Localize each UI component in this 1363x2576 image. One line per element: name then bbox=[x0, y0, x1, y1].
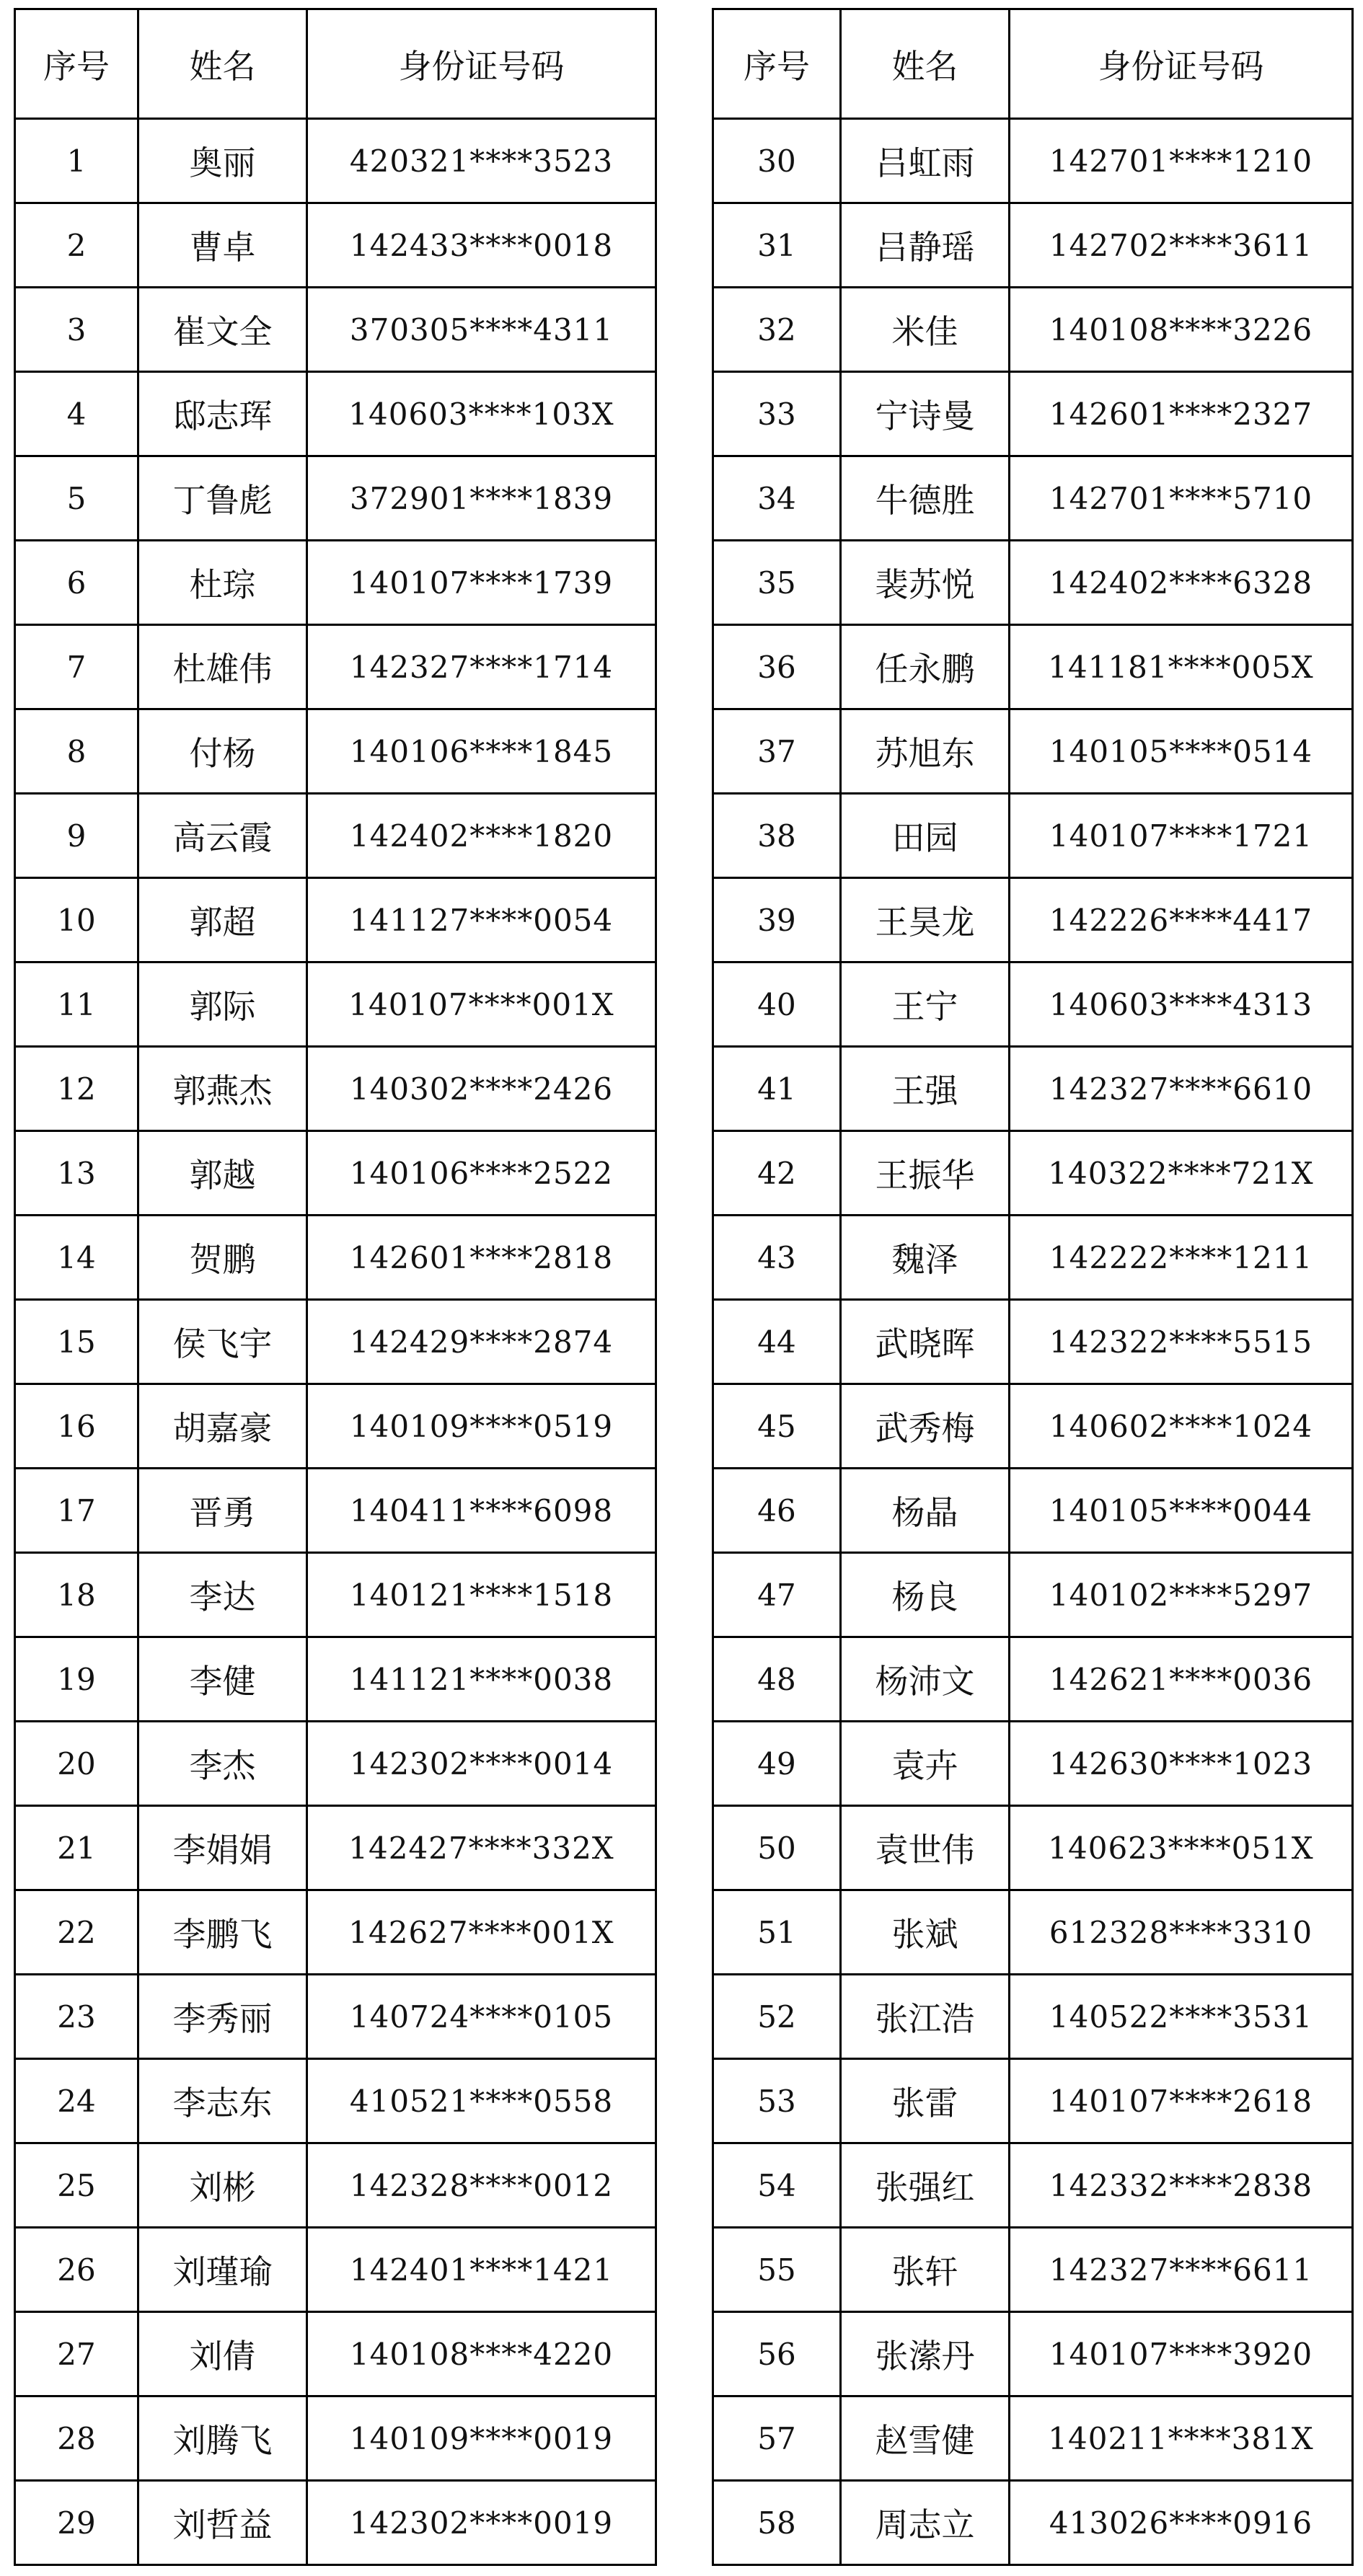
row-name-cell: 李健 bbox=[138, 1637, 307, 1722]
row-name-cell: 贺鹏 bbox=[138, 1216, 307, 1300]
table-row bbox=[713, 1216, 1353, 1300]
roster-table-left bbox=[14, 8, 657, 2566]
row-number-cell: 42 bbox=[713, 1131, 841, 1216]
table-row bbox=[713, 1975, 1353, 2059]
row-name-cell: 牛德胜 bbox=[841, 456, 1010, 541]
row-number-cell: 7 bbox=[15, 625, 138, 709]
row-number-cell: 36 bbox=[713, 625, 841, 709]
table-row bbox=[15, 1131, 656, 1216]
table-row bbox=[713, 962, 1353, 1047]
row-name-cell: 李秀丽 bbox=[138, 1975, 307, 2059]
table-row bbox=[713, 1553, 1353, 1637]
row-name-cell: 宁诗曼 bbox=[841, 372, 1010, 456]
table-row bbox=[15, 2059, 656, 2143]
table-row bbox=[713, 2312, 1353, 2396]
row-id-cell: 142701****1210 bbox=[1010, 119, 1353, 203]
row-id-cell: 140302****2426 bbox=[307, 1047, 656, 1131]
row-number-cell: 11 bbox=[15, 962, 138, 1047]
row-name-cell: 王振华 bbox=[841, 1131, 1010, 1216]
row-id-cell: 140106****1845 bbox=[307, 709, 656, 794]
header-row bbox=[713, 9, 1353, 119]
row-number-cell: 31 bbox=[713, 203, 841, 288]
row-id-cell: 142327****1714 bbox=[307, 625, 656, 709]
table-row bbox=[713, 541, 1353, 625]
row-number-cell: 1 bbox=[15, 119, 138, 203]
row-id-cell: 140107****3920 bbox=[1010, 2312, 1353, 2396]
table-row bbox=[713, 288, 1353, 372]
header-number: 序号 bbox=[713, 9, 841, 119]
table-row bbox=[713, 2228, 1353, 2312]
row-number-cell: 57 bbox=[713, 2396, 841, 2481]
table-row bbox=[15, 2228, 656, 2312]
row-name-cell: 张雷 bbox=[841, 2059, 1010, 2143]
table-row bbox=[15, 1216, 656, 1300]
row-id-cell: 142433****0018 bbox=[307, 203, 656, 288]
table-row bbox=[713, 2396, 1353, 2481]
row-number-cell: 21 bbox=[15, 1806, 138, 1890]
row-name-cell: 李达 bbox=[138, 1553, 307, 1637]
header-name: 姓名 bbox=[138, 9, 307, 119]
row-number-cell: 27 bbox=[15, 2312, 138, 2396]
row-id-cell: 142427****332X bbox=[307, 1806, 656, 1890]
row-id-cell: 140211****381X bbox=[1010, 2396, 1353, 2481]
row-name-cell: 米佳 bbox=[841, 288, 1010, 372]
table-row bbox=[713, 1637, 1353, 1722]
row-name-cell: 魏泽 bbox=[841, 1216, 1010, 1300]
row-id-cell: 142302****0019 bbox=[307, 2481, 656, 2565]
row-number-cell: 47 bbox=[713, 1553, 841, 1637]
row-id-cell: 140108****4220 bbox=[307, 2312, 656, 2396]
table-row bbox=[15, 625, 656, 709]
row-name-cell: 杨沛文 bbox=[841, 1637, 1010, 1722]
row-name-cell: 张斌 bbox=[841, 1890, 1010, 1975]
row-name-cell: 奥丽 bbox=[138, 119, 307, 203]
row-name-cell: 任永鹏 bbox=[841, 625, 1010, 709]
row-number-cell: 18 bbox=[15, 1553, 138, 1637]
table-row bbox=[713, 1047, 1353, 1131]
table-row bbox=[713, 119, 1353, 203]
table-row bbox=[15, 878, 656, 962]
row-name-cell: 郭越 bbox=[138, 1131, 307, 1216]
row-number-cell: 3 bbox=[15, 288, 138, 372]
row-number-cell: 22 bbox=[15, 1890, 138, 1975]
row-id-cell: 142701****5710 bbox=[1010, 456, 1353, 541]
row-id-cell: 142322****5515 bbox=[1010, 1300, 1353, 1384]
row-name-cell: 刘瑾瑜 bbox=[138, 2228, 307, 2312]
row-id-cell: 140107****1739 bbox=[307, 541, 656, 625]
row-id-cell: 140109****0519 bbox=[307, 1384, 656, 1469]
row-id-cell: 142327****6610 bbox=[1010, 1047, 1353, 1131]
row-name-cell: 杨晶 bbox=[841, 1469, 1010, 1553]
row-name-cell: 袁世伟 bbox=[841, 1806, 1010, 1890]
row-id-cell: 141181****005X bbox=[1010, 625, 1353, 709]
row-number-cell: 49 bbox=[713, 1722, 841, 1806]
row-id-cell: 140102****5297 bbox=[1010, 1553, 1353, 1637]
row-name-cell: 曹卓 bbox=[138, 203, 307, 288]
row-id-cell: 140121****1518 bbox=[307, 1553, 656, 1637]
row-number-cell: 8 bbox=[15, 709, 138, 794]
row-id-cell: 142332****2838 bbox=[1010, 2143, 1353, 2228]
row-number-cell: 25 bbox=[15, 2143, 138, 2228]
row-name-cell: 张轩 bbox=[841, 2228, 1010, 2312]
row-id-cell: 140105****0044 bbox=[1010, 1469, 1353, 1553]
table-row bbox=[713, 1890, 1353, 1975]
row-number-cell: 16 bbox=[15, 1384, 138, 1469]
row-name-cell: 吕静瑶 bbox=[841, 203, 1010, 288]
row-name-cell: 刘哲益 bbox=[138, 2481, 307, 2565]
table-row bbox=[15, 2481, 656, 2565]
row-name-cell: 杜琮 bbox=[138, 541, 307, 625]
row-number-cell: 20 bbox=[15, 1722, 138, 1806]
row-name-cell: 付杨 bbox=[138, 709, 307, 794]
row-number-cell: 32 bbox=[713, 288, 841, 372]
row-id-cell: 140724****0105 bbox=[307, 1975, 656, 2059]
row-id-cell: 410521****0558 bbox=[307, 2059, 656, 2143]
row-number-cell: 46 bbox=[713, 1469, 841, 1553]
row-number-cell: 14 bbox=[15, 1216, 138, 1300]
row-name-cell: 郭际 bbox=[138, 962, 307, 1047]
table-row bbox=[15, 1469, 656, 1553]
table-row bbox=[15, 1975, 656, 2059]
row-id-cell: 142621****0036 bbox=[1010, 1637, 1353, 1722]
table-row bbox=[713, 2143, 1353, 2228]
header-number: 序号 bbox=[15, 9, 138, 119]
row-id-cell: 140603****103X bbox=[307, 372, 656, 456]
table-row bbox=[15, 1384, 656, 1469]
row-name-cell: 王昊龙 bbox=[841, 878, 1010, 962]
table-row bbox=[713, 1722, 1353, 1806]
table-row bbox=[15, 2143, 656, 2228]
row-name-cell: 刘倩 bbox=[138, 2312, 307, 2396]
row-number-cell: 30 bbox=[713, 119, 841, 203]
row-name-cell: 李杰 bbox=[138, 1722, 307, 1806]
row-number-cell: 55 bbox=[713, 2228, 841, 2312]
row-id-cell: 142327****6611 bbox=[1010, 2228, 1353, 2312]
row-name-cell: 胡嘉豪 bbox=[138, 1384, 307, 1469]
table-row bbox=[15, 2396, 656, 2481]
table-row bbox=[15, 1637, 656, 1722]
row-number-cell: 12 bbox=[15, 1047, 138, 1131]
header-id-number: 身份证号码 bbox=[307, 9, 656, 119]
table-row bbox=[15, 794, 656, 878]
table-row bbox=[713, 625, 1353, 709]
row-id-cell: 370305****4311 bbox=[307, 288, 656, 372]
table-row bbox=[15, 372, 656, 456]
row-id-cell: 142630****1023 bbox=[1010, 1722, 1353, 1806]
row-number-cell: 9 bbox=[15, 794, 138, 878]
row-id-cell: 141121****0038 bbox=[307, 1637, 656, 1722]
row-name-cell: 赵雪健 bbox=[841, 2396, 1010, 2481]
row-name-cell: 邸志珲 bbox=[138, 372, 307, 456]
table-row bbox=[15, 1047, 656, 1131]
row-id-cell: 413026****0916 bbox=[1010, 2481, 1353, 2565]
row-id-cell: 142601****2327 bbox=[1010, 372, 1353, 456]
row-number-cell: 45 bbox=[713, 1384, 841, 1469]
row-id-cell: 140109****0019 bbox=[307, 2396, 656, 2481]
row-number-cell: 33 bbox=[713, 372, 841, 456]
table-row bbox=[15, 1722, 656, 1806]
row-id-cell: 140105****0514 bbox=[1010, 709, 1353, 794]
row-id-cell: 142402****6328 bbox=[1010, 541, 1353, 625]
row-id-cell: 142402****1820 bbox=[307, 794, 656, 878]
row-number-cell: 37 bbox=[713, 709, 841, 794]
table-row bbox=[713, 2059, 1353, 2143]
row-id-cell: 142302****0014 bbox=[307, 1722, 656, 1806]
table-row bbox=[713, 372, 1353, 456]
row-number-cell: 40 bbox=[713, 962, 841, 1047]
row-number-cell: 56 bbox=[713, 2312, 841, 2396]
roster-table-right bbox=[712, 8, 1354, 2566]
table-body-left bbox=[15, 119, 656, 2565]
row-id-cell: 142328****0012 bbox=[307, 2143, 656, 2228]
row-name-cell: 田园 bbox=[841, 794, 1010, 878]
row-number-cell: 43 bbox=[713, 1216, 841, 1300]
row-id-cell: 140106****2522 bbox=[307, 1131, 656, 1216]
row-number-cell: 50 bbox=[713, 1806, 841, 1890]
header-row bbox=[15, 9, 656, 119]
table-body-right bbox=[713, 119, 1353, 2565]
row-number-cell: 58 bbox=[713, 2481, 841, 2565]
row-name-cell: 李志东 bbox=[138, 2059, 307, 2143]
row-name-cell: 晋勇 bbox=[138, 1469, 307, 1553]
table-row bbox=[713, 1469, 1353, 1553]
row-name-cell: 杜雄伟 bbox=[138, 625, 307, 709]
row-name-cell: 刘彬 bbox=[138, 2143, 307, 2228]
row-id-cell: 140603****4313 bbox=[1010, 962, 1353, 1047]
table-row bbox=[713, 203, 1353, 288]
row-number-cell: 54 bbox=[713, 2143, 841, 2228]
row-number-cell: 13 bbox=[15, 1131, 138, 1216]
row-id-cell: 142601****2818 bbox=[307, 1216, 656, 1300]
table-row bbox=[15, 456, 656, 541]
row-number-cell: 34 bbox=[713, 456, 841, 541]
row-name-cell: 武秀梅 bbox=[841, 1384, 1010, 1469]
row-name-cell: 周志立 bbox=[841, 2481, 1010, 2565]
row-id-cell: 140107****001X bbox=[307, 962, 656, 1047]
row-name-cell: 侯飞宇 bbox=[138, 1300, 307, 1384]
row-number-cell: 28 bbox=[15, 2396, 138, 2481]
row-number-cell: 5 bbox=[15, 456, 138, 541]
row-number-cell: 15 bbox=[15, 1300, 138, 1384]
row-number-cell: 10 bbox=[15, 878, 138, 962]
table-row bbox=[15, 203, 656, 288]
table-row bbox=[713, 1806, 1353, 1890]
row-name-cell: 李娟娟 bbox=[138, 1806, 307, 1890]
row-number-cell: 17 bbox=[15, 1469, 138, 1553]
row-number-cell: 44 bbox=[713, 1300, 841, 1384]
row-number-cell: 38 bbox=[713, 794, 841, 878]
table-row bbox=[15, 541, 656, 625]
row-name-cell: 武晓晖 bbox=[841, 1300, 1010, 1384]
row-id-cell: 140411****6098 bbox=[307, 1469, 656, 1553]
row-number-cell: 29 bbox=[15, 2481, 138, 2565]
table-row bbox=[713, 878, 1353, 962]
table-row bbox=[713, 456, 1353, 541]
row-name-cell: 苏旭东 bbox=[841, 709, 1010, 794]
row-name-cell: 王宁 bbox=[841, 962, 1010, 1047]
row-id-cell: 142429****2874 bbox=[307, 1300, 656, 1384]
row-id-cell: 140107****2618 bbox=[1010, 2059, 1353, 2143]
row-id-cell: 142401****1421 bbox=[307, 2228, 656, 2312]
table-row bbox=[15, 1300, 656, 1384]
row-number-cell: 26 bbox=[15, 2228, 138, 2312]
header-name: 姓名 bbox=[841, 9, 1010, 119]
table-row bbox=[15, 1890, 656, 1975]
row-number-cell: 41 bbox=[713, 1047, 841, 1131]
row-name-cell: 郭超 bbox=[138, 878, 307, 962]
row-name-cell: 张江浩 bbox=[841, 1975, 1010, 2059]
row-name-cell: 刘腾飞 bbox=[138, 2396, 307, 2481]
row-number-cell: 2 bbox=[15, 203, 138, 288]
row-name-cell: 李鹏飞 bbox=[138, 1890, 307, 1975]
row-id-cell: 142627****001X bbox=[307, 1890, 656, 1975]
row-name-cell: 张强红 bbox=[841, 2143, 1010, 2228]
row-name-cell: 裴苏悦 bbox=[841, 541, 1010, 625]
table-row bbox=[713, 1300, 1353, 1384]
row-name-cell: 郭燕杰 bbox=[138, 1047, 307, 1131]
row-number-cell: 53 bbox=[713, 2059, 841, 2143]
row-number-cell: 6 bbox=[15, 541, 138, 625]
table-row bbox=[713, 794, 1353, 878]
row-name-cell: 崔文全 bbox=[138, 288, 307, 372]
table-row bbox=[713, 709, 1353, 794]
table-row bbox=[15, 2312, 656, 2396]
row-id-cell: 140522****3531 bbox=[1010, 1975, 1353, 2059]
row-id-cell: 612328****3310 bbox=[1010, 1890, 1353, 1975]
row-name-cell: 吕虹雨 bbox=[841, 119, 1010, 203]
row-number-cell: 4 bbox=[15, 372, 138, 456]
table-row bbox=[15, 119, 656, 203]
row-id-cell: 372901****1839 bbox=[307, 456, 656, 541]
row-id-cell: 420321****3523 bbox=[307, 119, 656, 203]
row-number-cell: 19 bbox=[15, 1637, 138, 1722]
header-id-number: 身份证号码 bbox=[1010, 9, 1353, 119]
table-row bbox=[15, 1806, 656, 1890]
row-id-cell: 140107****1721 bbox=[1010, 794, 1353, 878]
row-number-cell: 23 bbox=[15, 1975, 138, 2059]
table-row bbox=[713, 2481, 1353, 2565]
table-row bbox=[713, 1131, 1353, 1216]
row-id-cell: 142226****4417 bbox=[1010, 878, 1353, 962]
row-name-cell: 高云霞 bbox=[138, 794, 307, 878]
row-id-cell: 140322****721X bbox=[1010, 1131, 1353, 1216]
row-number-cell: 48 bbox=[713, 1637, 841, 1722]
row-number-cell: 51 bbox=[713, 1890, 841, 1975]
row-id-cell: 142222****1211 bbox=[1010, 1216, 1353, 1300]
row-number-cell: 24 bbox=[15, 2059, 138, 2143]
table-row bbox=[15, 709, 656, 794]
row-id-cell: 140623****051X bbox=[1010, 1806, 1353, 1890]
row-id-cell: 142702****3611 bbox=[1010, 203, 1353, 288]
row-id-cell: 140108****3226 bbox=[1010, 288, 1353, 372]
table-row bbox=[15, 962, 656, 1047]
row-name-cell: 袁卉 bbox=[841, 1722, 1010, 1806]
row-name-cell: 杨良 bbox=[841, 1553, 1010, 1637]
row-number-cell: 35 bbox=[713, 541, 841, 625]
row-number-cell: 52 bbox=[713, 1975, 841, 2059]
row-name-cell: 丁鲁彪 bbox=[138, 456, 307, 541]
row-name-cell: 王强 bbox=[841, 1047, 1010, 1131]
row-id-cell: 140602****1024 bbox=[1010, 1384, 1353, 1469]
row-id-cell: 141127****0054 bbox=[307, 878, 656, 962]
table-row bbox=[15, 1553, 656, 1637]
row-name-cell: 张潆丹 bbox=[841, 2312, 1010, 2396]
row-number-cell: 39 bbox=[713, 878, 841, 962]
table-row bbox=[713, 1384, 1353, 1469]
table-row bbox=[15, 288, 656, 372]
